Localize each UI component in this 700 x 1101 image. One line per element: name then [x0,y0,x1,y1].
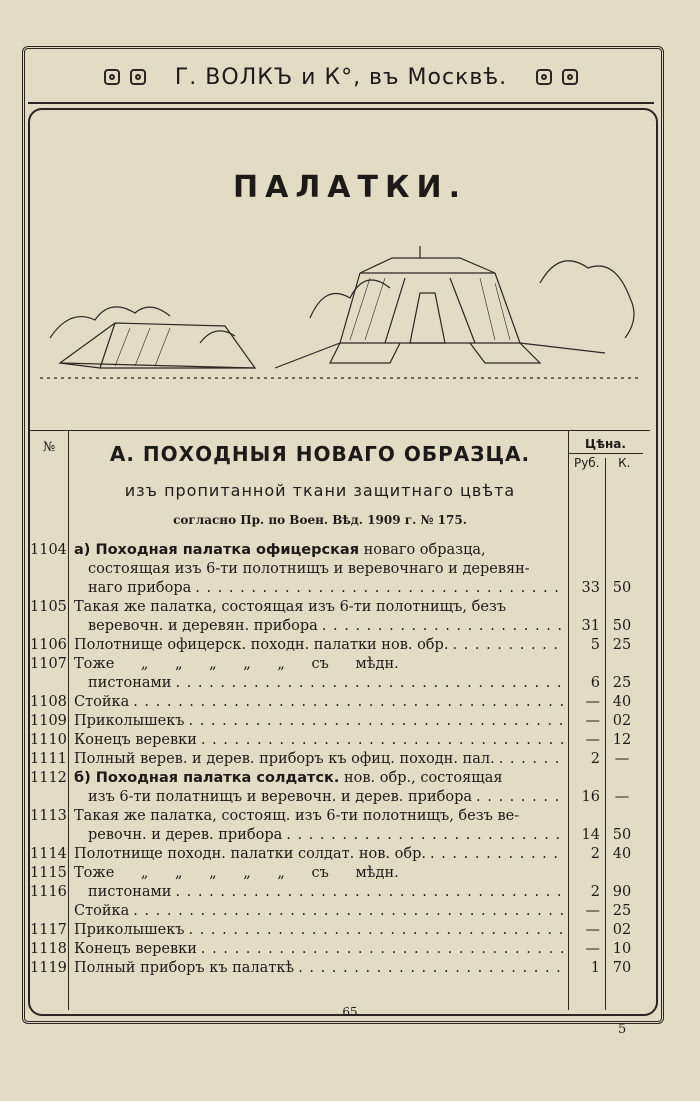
section-note: согласно Пр. по Воен. Вѣд. 1909 г. № 175. [173,513,467,527]
table-row: 1119 Полный приборъ къ палаткѣ . . . 1 70 [30,959,650,978]
publisher-header: Г. ВОЛКЪ и К°, въ Москвѣ. [174,64,508,90]
table-row: 1104 а) Походная палатка офицерская новаго образца, состоящая изъ 6-ти полотнищъ и веревочнаго и деревян- наго прибора . . . 33 50 [30,541,650,598]
ornament-icon [536,69,552,85]
table-top-rule [30,430,650,431]
ornament-icon [130,69,146,85]
page-number: 65 [342,1005,358,1019]
table-row: 1115 Тоже „ „ „ „ „ съ мѣдн. [30,865,399,881]
table-row: 1118 Конецъ веревки . . . — 10 [30,940,650,959]
price-column-header: Цѣна. Руб. К. [568,437,643,470]
page-title: ПАЛАТКИ. [233,170,467,205]
table-row: 1110 Конецъ веревки . . . — 12 [30,731,650,750]
ornament-icon [104,69,120,85]
table-row: 1106 Полотнище офицерск. походн. палатки нов. обр. . . . 5 25 [30,636,650,655]
table-row: 1114 Полотнище походн. палатки солдат. нов. обр. . . . 2 40 [30,845,650,864]
number-column-header: № [42,440,56,455]
table-row: 1117 Приколышекъ . . . — 02 [30,921,650,940]
section-title: А. ПОХОДНЫЯ НОВАГО ОБРАЗЦА. [109,442,531,466]
header-bar [28,52,654,104]
corner-mark: 5 [618,1022,627,1037]
section-subtitle: изъ пропитанной ткани защитнаго цвѣта [124,481,516,500]
kop-header: К. [618,456,631,470]
table-row: Стойка . . . — 25 [30,902,650,921]
table-row: 1111 Полный верев. и дерев. приборъ къ офиц. походн. пал. . . . 2 — [30,750,650,769]
table-row: 1116 пистонами . . . 2 90 [30,883,650,902]
rub-header: Руб. [573,456,600,470]
table-row: 1109 Приколышекъ . . . — 02 [30,712,650,731]
table-row: 1105 Такая же палатка, состоящая изъ 6-ти полотнищъ, безъ веревочн. и деревян. прибора . . . 31 50 [30,598,650,636]
table-row: 1108 Стойка . . . — 40 [30,693,650,712]
tents-illustration [40,228,640,406]
price-list [30,541,650,978]
table-row: 1112 б) Походная палатка солдатск. нов. обр., состоящая изъ 6-ти полатнищъ и веревочн. и дерев. прибора . . . 16 — [30,769,650,807]
table-row: 1113 Такая же палатка, состоящ. изъ 6-ти полотнищъ, безъ ве- ревочн. и дерев. прибора . . . 14 50 [30,807,650,845]
table-row: 1107 Тоже „ „ „ „ „ съ мѣдн. пистонами . . . 6 25 [30,655,650,693]
ornament-icon [562,69,578,85]
